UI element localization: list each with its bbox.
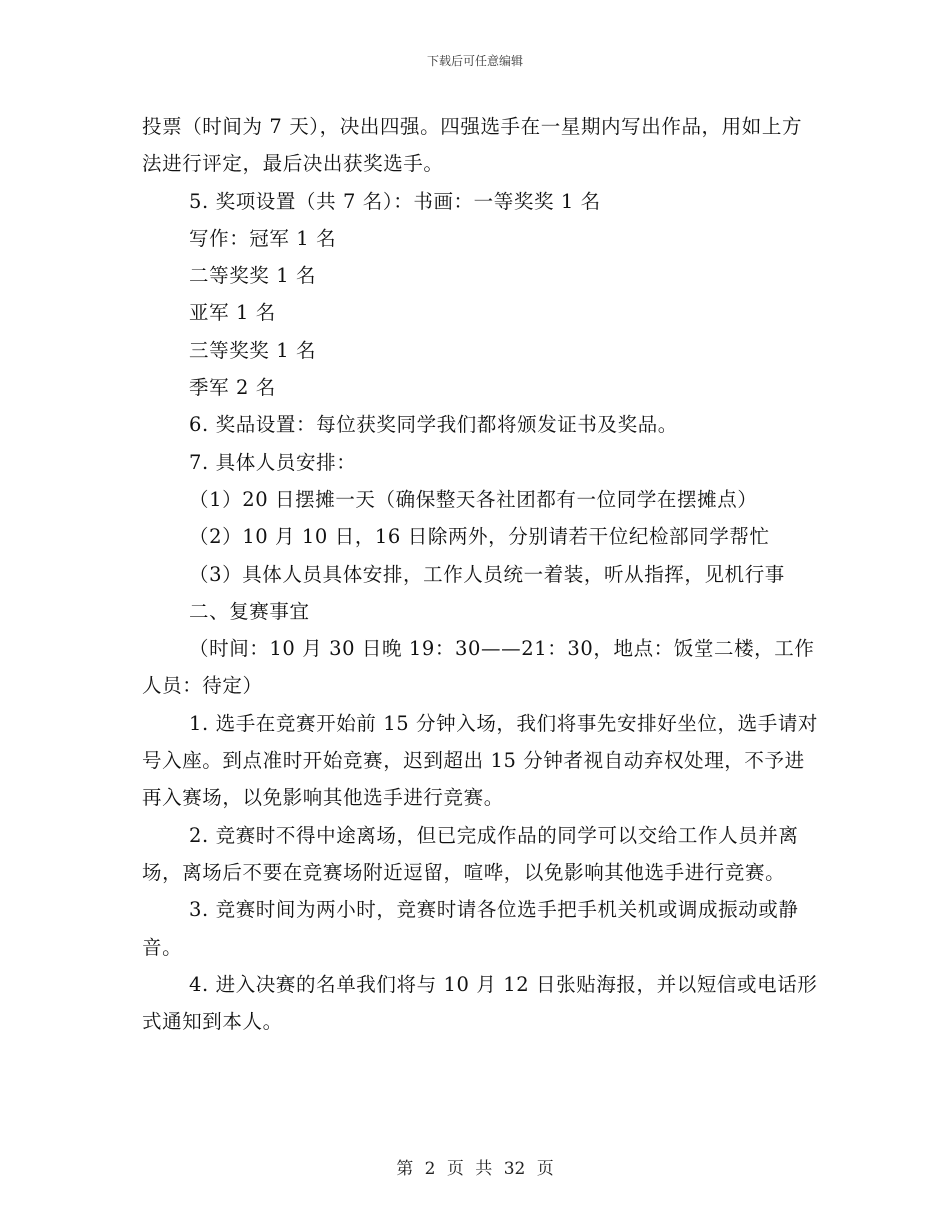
rule-item: 2. 竞赛时不得中途离场，但已完成作品的同学可以交给工作人员并离场，离场后不要在竞赛场附近逗留，喧哗，以免影响其他选手进行竞赛。	[142, 823, 799, 884]
award-line: 亚军 1 名	[189, 301, 276, 325]
section-heading: 二、复赛事宜	[189, 599, 310, 623]
award-line: 三等奖奖 1 名	[189, 338, 317, 362]
award-line: 二等奖奖 1 名	[189, 264, 317, 288]
document-body	[142, 108, 822, 1040]
rule-item: 4. 进入决赛的名单我们将与 10 月 12 日张贴海报，并以短信或电话形式通知到本人。	[142, 972, 818, 1034]
paragraph-voting: 投票（时间为 7 天），决出四强。四强选手在一星期内写出作品，用如上方法进行评定，最后决出获奖选手。	[142, 115, 803, 176]
rule-item: 3. 竞赛时间为两小时，竞赛时请各位选手把手机关机或调成振动或静音。	[142, 898, 799, 959]
award-line: 写作：冠军 1 名	[189, 226, 337, 250]
paragraph-staff: 7. 具体人员安排：	[189, 450, 357, 474]
paragraph-prizes: 6. 奖品设置：每位获奖同学我们都将颁发证书及奖品。	[189, 413, 678, 437]
staff-item: （2）10 月 10 日，16 日除两外，分别请若干位纪检部同学帮忙	[189, 525, 770, 549]
page-footer: 第 2 页 共 32 页	[396, 1159, 554, 1179]
rule-item: 1. 选手在竞赛开始前 15 分钟入场，我们将事先安排好坐位，选手请对号入座。到点准时开始竞赛，迟到超出 15 分钟者视自动弃权处理，不予进再入赛场，以免影响其他选手进行竞赛。	[142, 711, 819, 810]
paragraph-schedule: （时间：10 月 30 日晚 19：30——21：30，地点：饭堂二楼，工作人员：待定）	[142, 637, 815, 698]
award-line: 季军 2 名	[189, 376, 276, 400]
staff-item: （1）20 日摆摊一天（确保整天各社团都有一位同学在摆摊点）	[189, 487, 758, 511]
page-header: 下载后可任意编辑	[426, 54, 523, 68]
paragraph-awards: 5. 奖项设置（共 7 名）：书画：一等奖奖 1 名	[189, 189, 601, 213]
staff-item: （3）具体人员具体安排，工作人员统一着装，听从指挥，见机行事	[189, 562, 785, 586]
